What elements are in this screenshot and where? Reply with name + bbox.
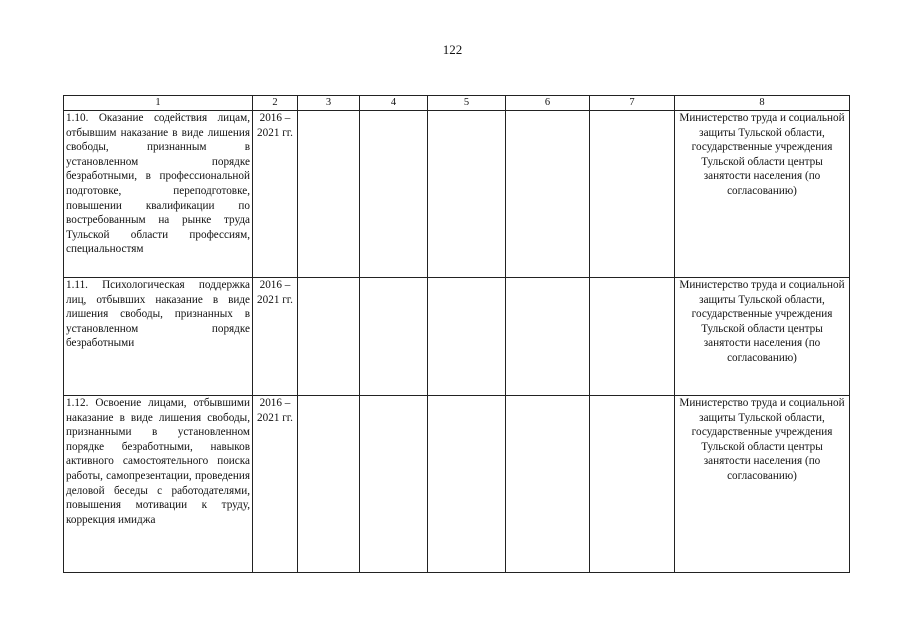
header-cell-6: 6 bbox=[506, 96, 590, 111]
col4-cell bbox=[360, 396, 428, 573]
executor-cell: Министерство труда и социальной защиты Тульской области, государственные учреждения Тульской области центры занятости населения (по согласованию) bbox=[675, 396, 850, 573]
measure-cell: 1.12. Освоение лицами, отбывшими наказание в виде лишения свободы, признанными в установленном порядке безработными, навыков активного самостоятельного поиска работы, самопрезентации, проведения деловой беседы с работодателями, повышения мотивации к труду, коррекция имиджа bbox=[64, 396, 253, 573]
period-cell: 2016 – 2021 гг. bbox=[253, 278, 298, 396]
col5-cell bbox=[428, 278, 506, 396]
executor-cell: Министерство труда и социальной защиты Тульской области, государственные учреждения Тульской области центры занятости населения (по согласованию) bbox=[675, 111, 850, 278]
measure-cell: 1.11. Психологическая поддержка лиц, отбывших наказание в виде лишения свободы, признанных в установленном порядке безработными bbox=[64, 278, 253, 396]
col6-cell bbox=[506, 396, 590, 573]
header-cell-1: 1 bbox=[64, 96, 253, 111]
col3-cell bbox=[298, 396, 360, 573]
header-cell-4: 4 bbox=[360, 96, 428, 111]
col5-cell bbox=[428, 111, 506, 278]
period-cell: 2016 – 2021 гг. bbox=[253, 111, 298, 278]
col7-cell bbox=[590, 396, 675, 573]
header-cell-7: 7 bbox=[590, 96, 675, 111]
period-cell: 2016 – 2021 гг. bbox=[253, 396, 298, 573]
table-row bbox=[64, 278, 850, 396]
table-row bbox=[64, 111, 850, 278]
col3-cell bbox=[298, 278, 360, 396]
table-row bbox=[64, 396, 850, 573]
measure-cell: 1.10. Оказание содействия лицам, отбывшим наказание в виде лишения свободы, признанным в установленном порядке безработными, в профессиональной подготовке, переподготовке, повышении квалификации по востребованным на рынке труда Тульской области профессиям, специальностям bbox=[64, 111, 253, 278]
header-cell-2: 2 bbox=[253, 96, 298, 111]
header-cell-3: 3 bbox=[298, 96, 360, 111]
col6-cell bbox=[506, 111, 590, 278]
col7-cell bbox=[590, 278, 675, 396]
header-cell-5: 5 bbox=[428, 96, 506, 111]
col7-cell bbox=[590, 111, 675, 278]
col3-cell bbox=[298, 111, 360, 278]
header-cell-8: 8 bbox=[675, 96, 850, 111]
plan-table bbox=[63, 95, 850, 573]
header-row bbox=[64, 96, 850, 111]
col4-cell bbox=[360, 111, 428, 278]
col4-cell bbox=[360, 278, 428, 396]
page-number: 122 bbox=[442, 42, 463, 57]
col5-cell bbox=[428, 396, 506, 573]
executor-cell: Министерство труда и социальной защиты Тульской области, государственные учреждения Тульской области центры занятости населения (по согласованию) bbox=[675, 278, 850, 396]
col6-cell bbox=[506, 278, 590, 396]
